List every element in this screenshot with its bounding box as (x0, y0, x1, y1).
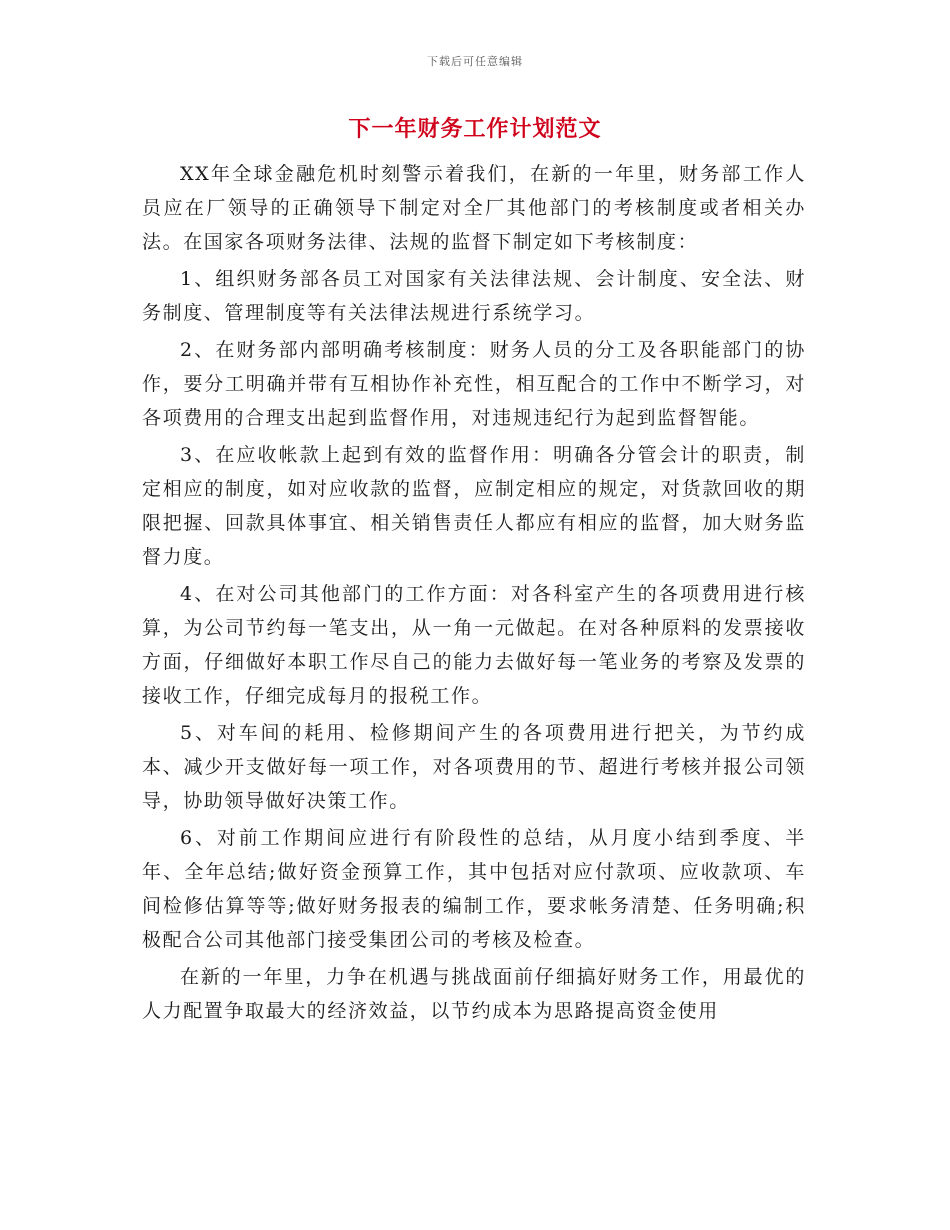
document-body (142, 157, 806, 1031)
paragraph-item-5: 5、对车间的耗用、检修期间产生的各项费用进行把关，为节约成本、减少开支做好每一项工作，对各项费用的节、超进行考核并报公司领导，协助领导做好决策工作。 (142, 722, 806, 812)
paragraph-item-1: 1、组织财务部各员工对国家有关法律法规、会计制度、安全法、财务制度、管理制度等有关法律法规进行系统学习。 (142, 268, 806, 324)
paragraph-item-3: 3、在应收帐款上起到有效的监督作用：明确各分管会计的职责，制定相应的制度，如对应收款的监督，应制定相应的规定，对货款回收的期限把握、回款具体事宜、相关销售责任人都应有相应的监督，加大财务监督力度。 (142, 444, 806, 568)
paragraph-item-2: 2、在财务部内部明确考核制度：财务人员的分工及各职能部门的协作，要分工明确并带有互相协作补充性，相互配合的工作中不断学习，对各项费用的合理支出起到监督作用，对违规违纪行为起到监督智能。 (142, 339, 806, 429)
paragraph-item-4: 4、在对公司其他部门的工作方面：对各科室产生的各项费用进行核算，为公司节约每一笔支出，从一角一元做起。在对各种原料的发票接收方面，仔细做好本职工作尽自己的能力去做好每一笔业务的考察及发票的接收工作，仔细完成每月的报税工作。 (142, 583, 806, 707)
paragraph-conclusion: 在新的一年里，力争在机遇与挑战面前仔细搞好财务工作，用最优的人力配置争取最大的经济效益，以节约成本为思路提高资金使用 (142, 966, 806, 1022)
paragraph-item-6: 6、对前工作期间应进行有阶段性的总结，从月度小结到季度、半年、全年总结;做好资金预算工作，其中包括对应付款项、应收款项、车间检修估算等等;做好财务报表的编制工作，要求帐务清楚、任务明确;积极配合公司其他部门接受集团公司的考核及检查。 (142, 827, 806, 951)
document-title: 下一年财务工作计划范文 (348, 117, 602, 142)
header-note: 下载后可任意编辑 (427, 55, 523, 68)
paragraph-intro: XX年全球金融危机时刻警示着我们，在新的一年里，财务部工作人员应在厂领导的正确领导下制定对全厂其他部门的考核制度或者相关办法。在国家各项财务法律、法规的监督下制定如下考核制度： (142, 163, 806, 253)
